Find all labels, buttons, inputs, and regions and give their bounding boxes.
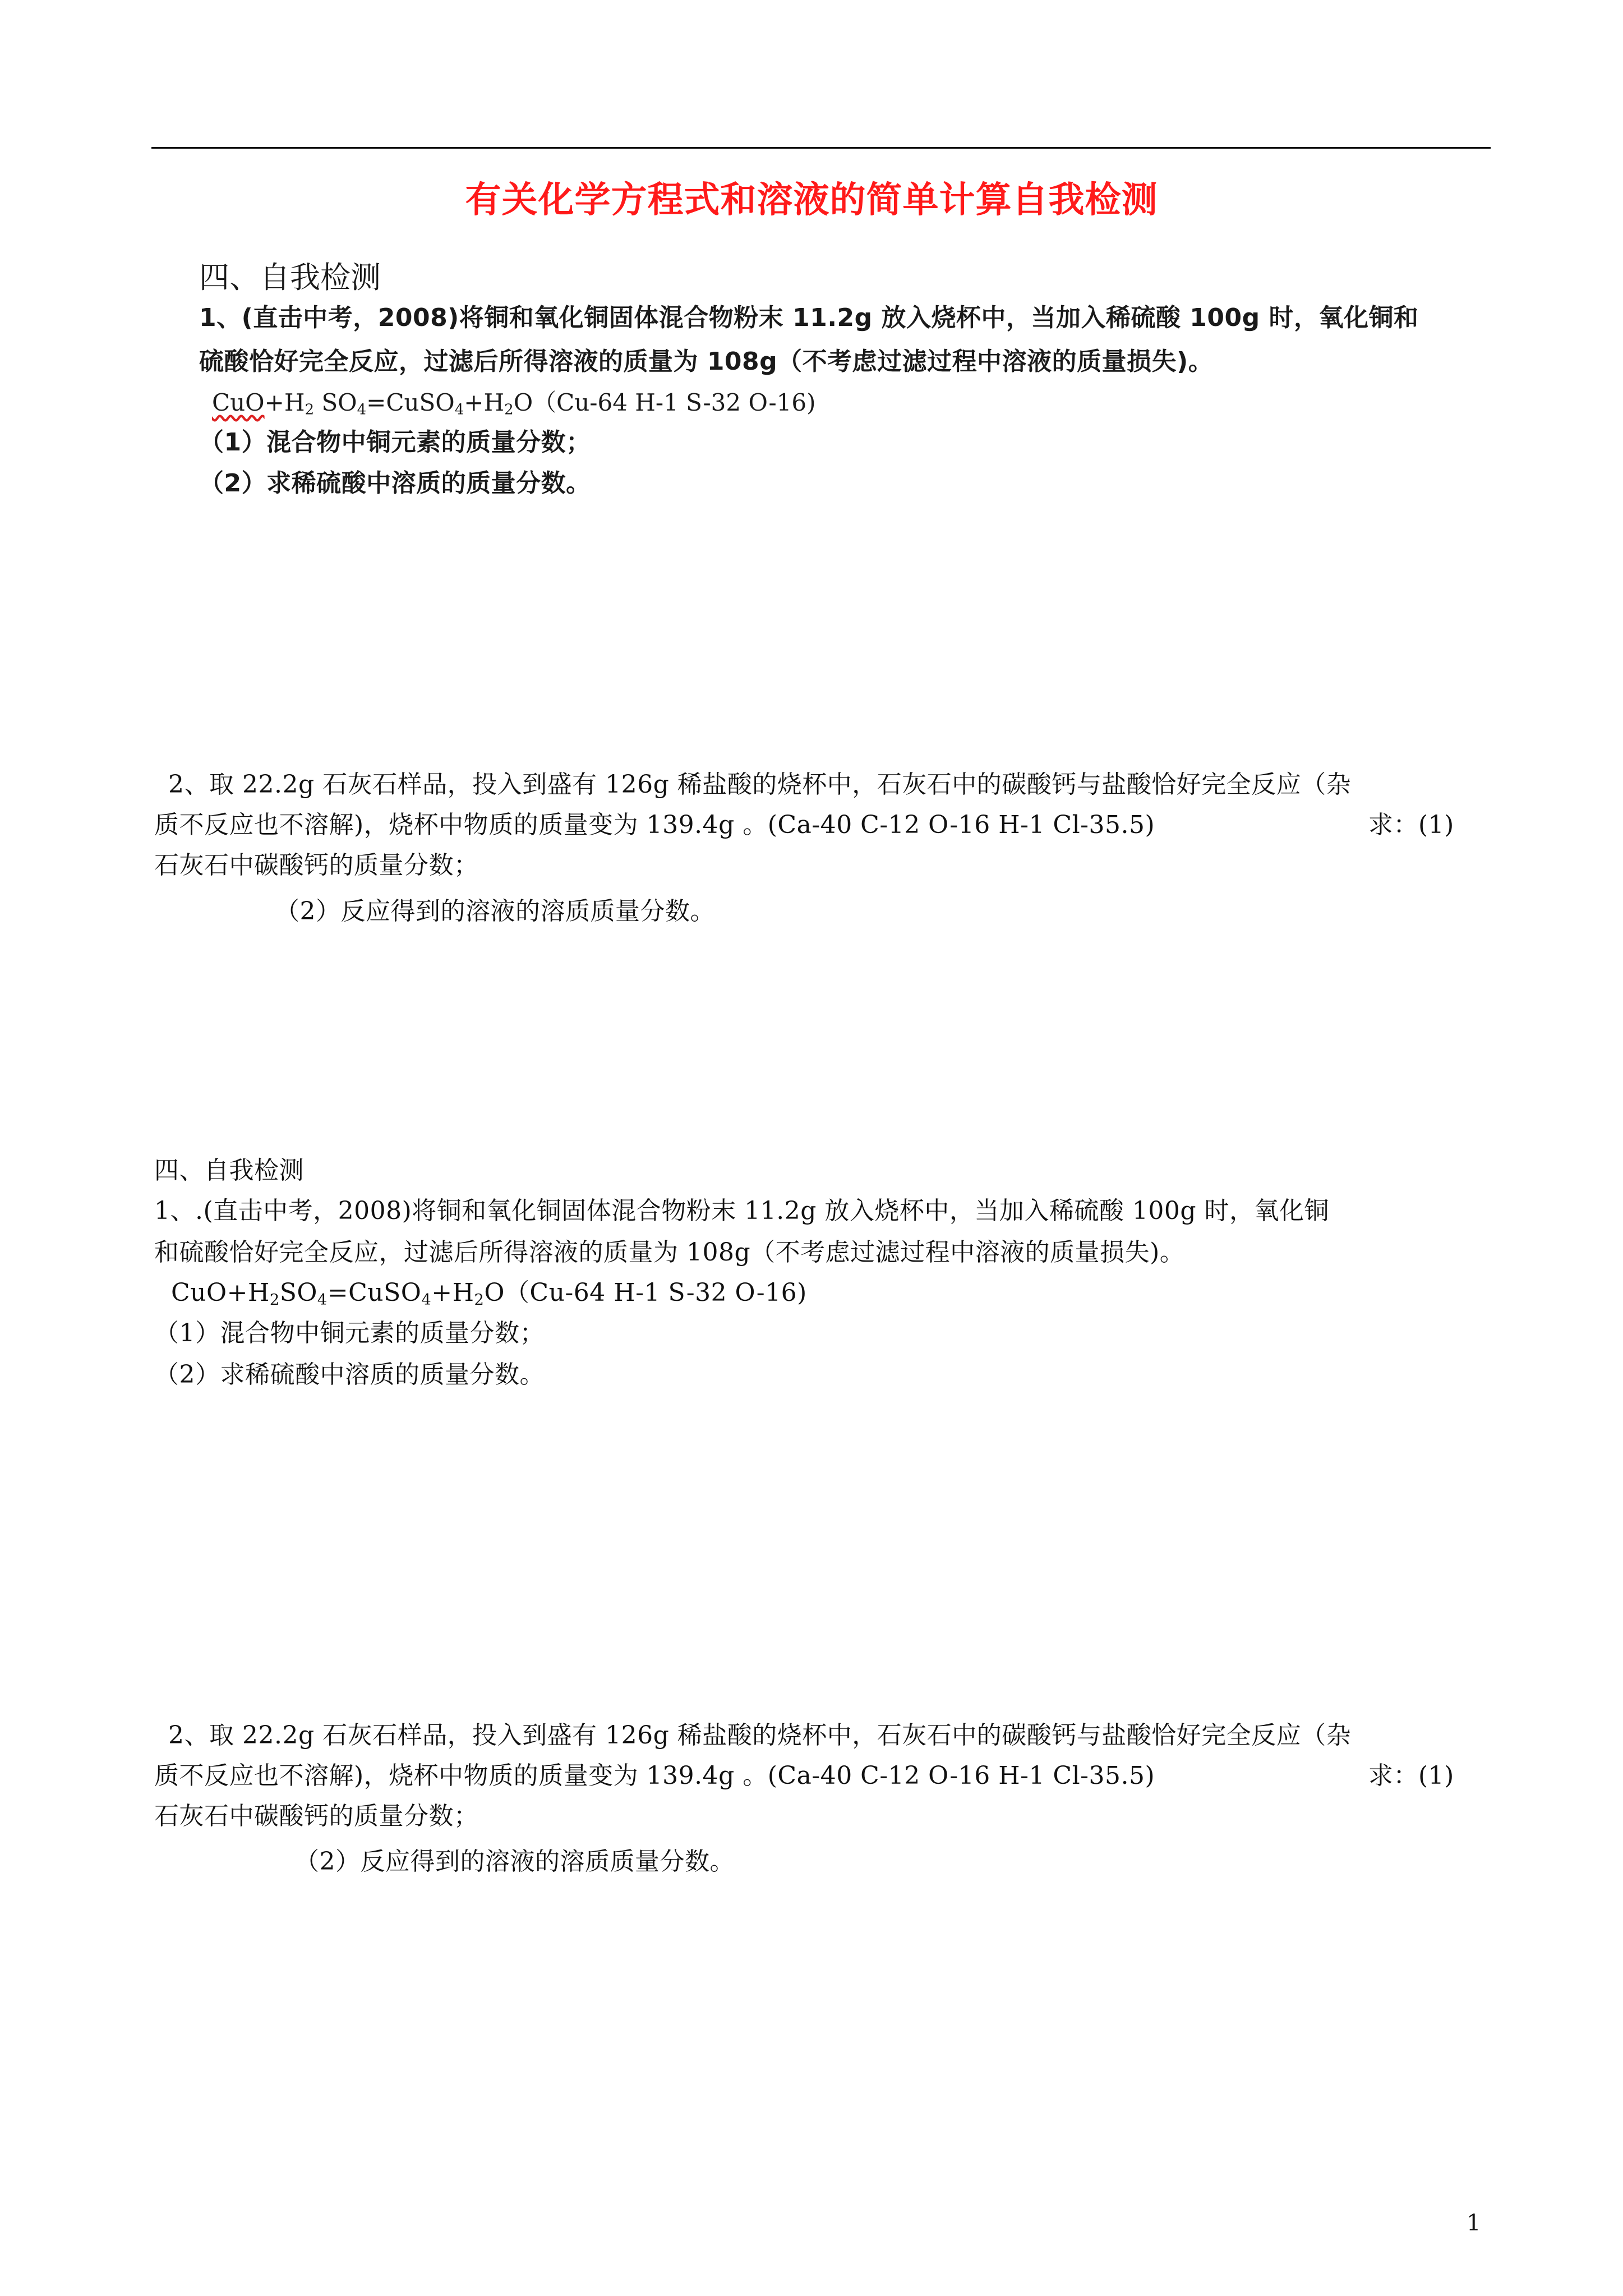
equation-part: CuO+H	[171, 1278, 270, 1307]
equation-subscript: 4	[357, 401, 367, 418]
question-2-line-2-tail: 求：(1)	[1368, 1761, 1454, 1790]
equation-subscript: 2	[269, 1291, 280, 1309]
equation-part: =CuSO	[366, 389, 455, 416]
section-heading: 四、自我检测	[154, 1156, 304, 1185]
question-1-line-2: 和硫酸恰好完全反应，过滤后所得溶液的质量为 108g（不考虑过滤过程中溶液的质量损失)。	[154, 1238, 1185, 1267]
question-2-line-2: 质不反应也不溶解)，烧杯中物质的质量变为 139.4g 。(Ca-40 C-12 O-16 H-1 Cl-35.5)	[154, 811, 1155, 839]
equation-subscript: 4	[421, 1291, 432, 1309]
question-2-sub-2: （2）反应得到的溶液的溶质质量分数。	[294, 1847, 735, 1876]
equation-subscript: 2	[474, 1291, 485, 1309]
equation-part: CuO	[212, 389, 265, 416]
section-heading: 四、自我检测	[199, 260, 381, 295]
question-2-line-1: 2、取 22.2g 石灰石样品，投入到盛有 126g 稀盐酸的烧杯中，石灰石中的碳酸钙与盐酸恰好完全反应（杂	[168, 770, 1352, 799]
question-2-line-2: 质不反应也不溶解)，烧杯中物质的质量变为 139.4g 。(Ca-40 C-12 O-16 H-1 Cl-35.5)	[154, 1761, 1155, 1790]
question-2-line-2-tail: 求：(1)	[1368, 811, 1454, 839]
question-1-sub-1: （1）混合物中铜元素的质量分数；	[154, 1319, 545, 1347]
question-1-line-2: 硫酸恰好完全反应，过滤后所得溶液的质量为 108g（不考虑过滤过程中溶液的质量损失)。	[199, 347, 1214, 376]
equation-part: =CuSO	[327, 1278, 422, 1307]
equation-subscript: 4	[454, 401, 464, 418]
page-title: 有关化学方程式和溶液的简单计算自我检测	[465, 179, 1158, 221]
equation-subscript: 4	[317, 1291, 328, 1309]
equation-part: O（Cu-64 H-1 S-32 O-16)	[513, 389, 816, 416]
question-2-line-3: 石灰石中碳酸钙的质量分数；	[154, 851, 479, 880]
equation-part: +H	[264, 389, 305, 416]
equation-part: +H	[431, 1278, 474, 1307]
equation-subscript: 2	[305, 401, 315, 418]
header-rule	[151, 147, 1491, 149]
question-1-line-1: 1、.(直击中考，2008)将铜和氧化铜固体混合物粉末 11.2g 放入烧杯中，当加入稀硫酸 100g 时，氧化铜	[154, 1197, 1330, 1225]
question-2-line-1: 2、取 22.2g 石灰石样品，投入到盛有 126g 稀盐酸的烧杯中，石灰石中的碳酸钙与盐酸恰好完全反应（杂	[168, 1721, 1352, 1750]
equation-part: +H	[464, 389, 505, 416]
question-1-line-1: 1、(直击中考，2008)将铜和氧化铜固体混合物粉末 11.2g 放入烧杯中，当加入稀硫酸 100g 时，氧化铜和	[199, 303, 1419, 332]
equation-part: O（Cu-64 H-1 S-32 O-16)	[484, 1278, 807, 1307]
question-1-sub-1: （1）混合物中铜元素的质量分数；	[199, 428, 591, 457]
question-1-sub-2: （2）求稀硫酸中溶质的质量分数。	[199, 469, 591, 498]
equation-part: SO	[279, 1278, 317, 1307]
question-2-sub-2: （2）反应得到的溶液的溶质质量分数。	[275, 897, 715, 926]
page-number: 1	[1467, 2210, 1481, 2236]
equation-subscript: 2	[504, 401, 514, 418]
question-1-sub-2: （2）求稀硫酸中溶质的质量分数。	[154, 1360, 545, 1389]
equation-part: SO	[314, 389, 357, 416]
chemical-equation	[171, 1272, 807, 1308]
question-2-line-3: 石灰石中碳酸钙的质量分数；	[154, 1802, 479, 1830]
chemical-equation	[212, 384, 815, 418]
